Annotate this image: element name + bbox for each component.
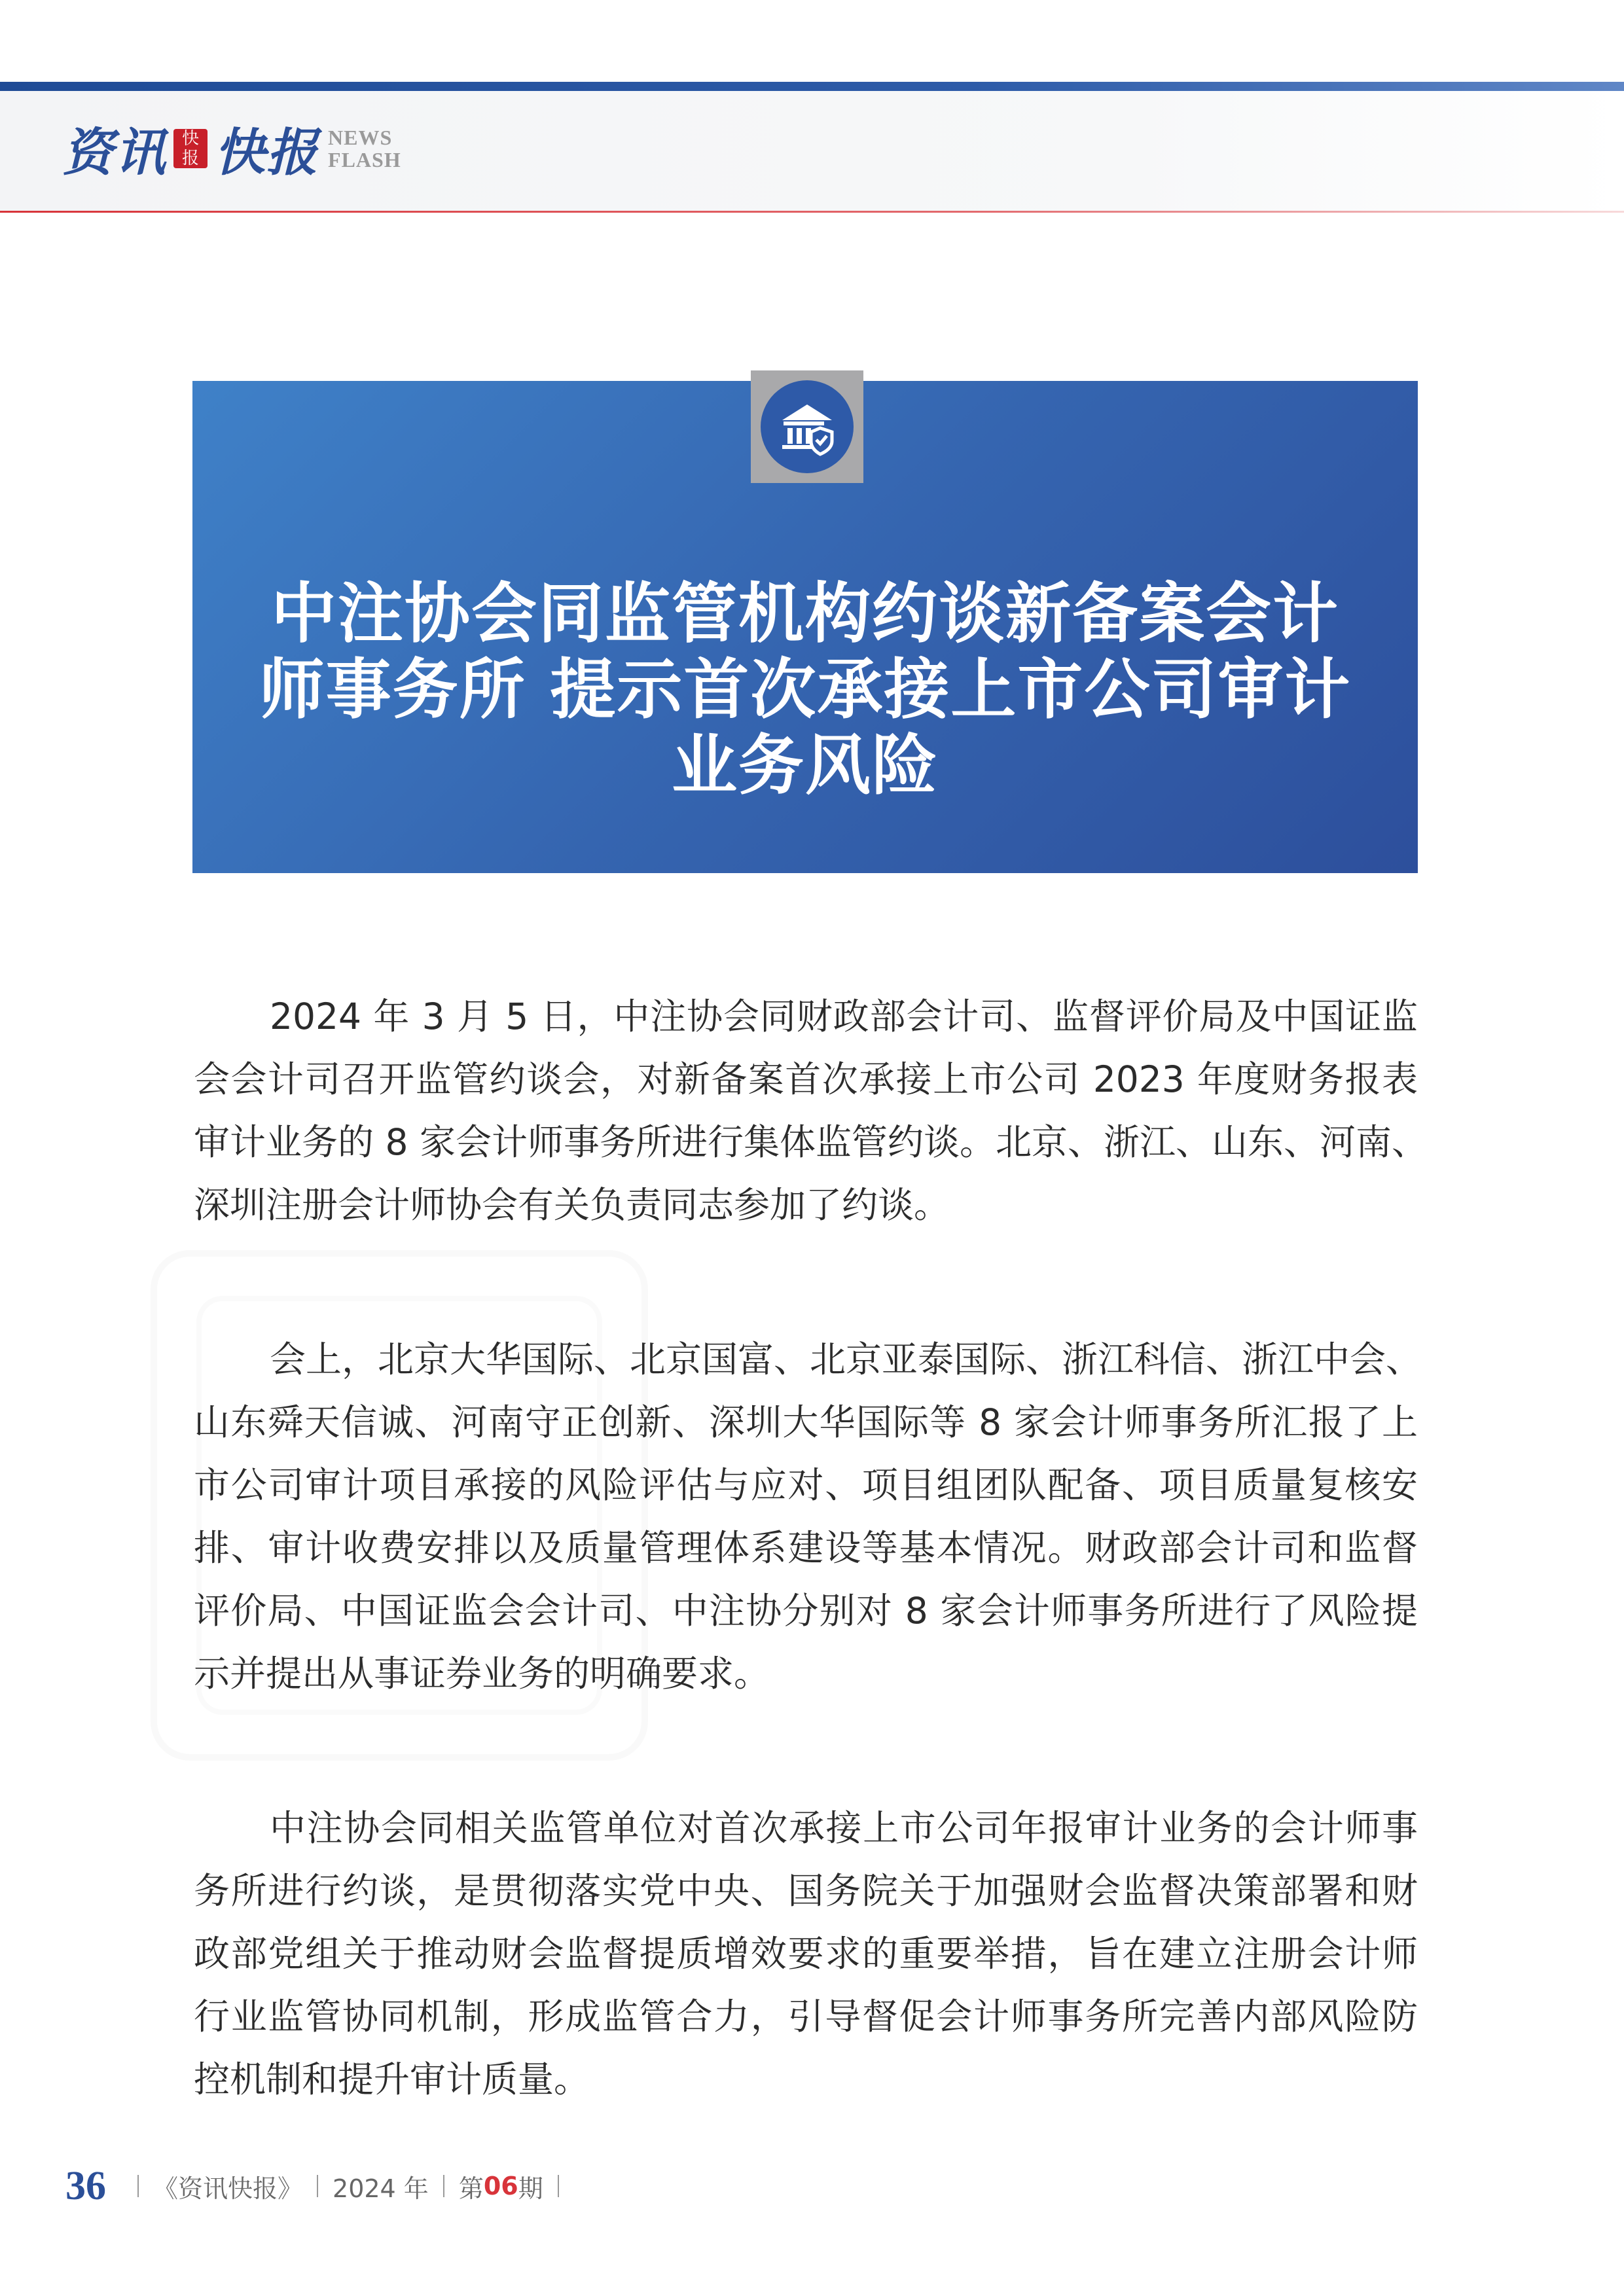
paragraph-line: 审计业务的 8 家会计师事务所进行集体监管约谈。北京、浙江、山东、河南、 [194,1121,1428,1163]
paragraph-line: 深圳注册会计师协会有关负责同志参加了约谈。 [194,1184,950,1226]
article-body [194,985,1428,2202]
brand-english [328,126,401,171]
paragraph-line: 评价局、中国证监会会计司、中注协分别对 8 家会计师事务所进行了风险提 [194,1590,1418,1632]
article-title [223,576,1388,804]
publication-name: 《资讯快报》 [153,2174,303,2203]
footer-separator [137,2175,139,2197]
header-divider [0,211,1624,213]
article-title-line: 师事务所 提示首次承接上市公司审计 [259,651,1352,728]
paragraph-line: 山东舜天信诚、河南守正创新、深圳大华国际等 8 家会计师事务所汇报了上 [194,1401,1418,1443]
footer-separator [317,2175,318,2197]
brand-seal-char-1: 快 [182,129,200,149]
paragraph-line: 会上，北京大华国际、北京国富、北京亚泰国际、浙江科信、浙江中会、 [270,1338,1422,1380]
article-title-line: 中注协会同监管机构约谈新备案会计 [271,575,1339,652]
brand-title-left: 资讯 [62,123,168,183]
brand-english-line-2: FLASH [328,148,401,171]
brand-seal [173,129,208,168]
brand-english-line-1: NEWS [328,126,393,149]
issue-number: 06 [483,2172,518,2200]
footer-separator [558,2175,559,2197]
paragraph-line: 2024 年 3 月 5 日，中注协会同财政部会计司、监督评价局及中国证监 [270,996,1418,1037]
issue-year: 2024 年 [333,2174,429,2203]
issue-prefix: 第 [458,2174,484,2203]
header-top-bar [0,82,1624,91]
paragraph [194,1328,1422,1705]
bank-shield-icon [761,380,854,473]
masthead-logo [62,113,401,185]
title-icon-tile [751,370,863,483]
paragraph-line: 控机制和提升审计质量。 [194,2058,590,2100]
page-number: 36 [65,2163,106,2208]
paragraph-line: 中注协会同相关监管单位对首次承接上市公司年报审计业务的会计师事 [270,1807,1418,1849]
page-footer [65,2163,573,2209]
article-title-line: 业务风险 [672,727,939,804]
brand-title-right: 快报 [214,123,319,183]
paragraph-line: 行业监管协同机制，形成监管合力，引导督促会计师事务所完善内部风险防 [194,1996,1418,2037]
footer-separator [443,2175,444,2197]
paragraph-line: 务所进行约谈，是贯彻落实党中央、国务院关于加强财会监督决策部署和财 [194,1870,1418,1912]
issue-suffix: 期 [518,2174,543,2203]
paragraph-line: 会会计司召开监管约谈会，对新备案首次承接上市公司 2023 年度财务报表 [194,1058,1418,1100]
paragraph [194,985,1428,1236]
brand-seal-char-2: 报 [182,149,200,168]
paragraph-line: 示并提出从事证券业务的明确要求。 [194,1653,770,1695]
paragraph-line: 排、审计收费安排以及质量管理体系建设等基本情况。财政部会计司和监督 [194,1527,1418,1569]
paragraph [194,1797,1418,2111]
paragraph-line: 政部党组关于推动财会监督提质增效要求的重要举措，旨在建立注册会计师 [194,1933,1418,1975]
paragraph-line: 市公司审计项目承接的风险评估与应对、项目组团队配备、项目质量复核安 [194,1464,1418,1506]
